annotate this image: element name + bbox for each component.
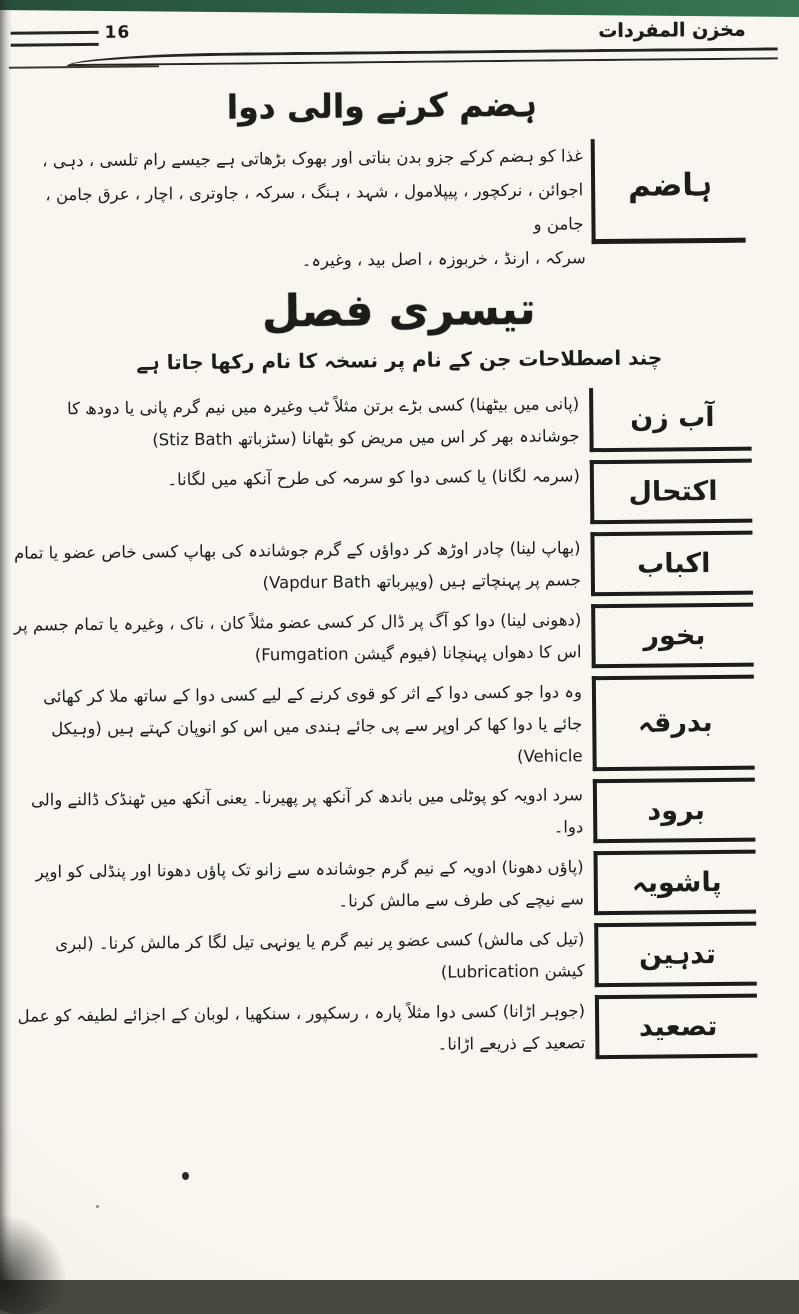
term-entry [9, 531, 753, 602]
term-label: آب زن [589, 387, 752, 453]
term-label: پاشویہ [593, 850, 756, 916]
term-label: تدہین [594, 922, 757, 988]
definition-text: سرد ادویہ کو پوٹلی میں باندھ کر آنکھ پر پھیرنا۔ یعنی آنکھ میں ٹھنڈک ڈالنے والی دوا۔ [30, 785, 584, 837]
page-header [9, 16, 780, 69]
definition-text: (دھونی لینا) دوا کو آگ پر ڈال کر کسی عضو مثلاً کان ، ناک ، وغیرہ یا تمام جسم پر اس کا دھواں پہنچانا (فیوم گیشن Fumgation) [13, 610, 582, 665]
header-rule-secondary [9, 65, 159, 68]
page-edge-shadow [0, 0, 12, 1280]
section-heading: ہضم کرنے والی دوا [226, 84, 538, 127]
term-entry [11, 675, 755, 777]
term-entry [8, 387, 752, 458]
term-label: اکباب [590, 531, 753, 597]
running-title: مخزن المفردات [598, 18, 746, 43]
definition-text-continued: سرکہ ، ارنڈ ، خربوزہ ، اصل بید ، وغیرہ۔ [301, 248, 586, 271]
chapter-subtitle: چند اصطلاحات جن کے نام پر نسخہ کا نام رکھا جاتا ہے [136, 345, 663, 375]
term-label: بخور [591, 603, 754, 669]
header-double-rule [11, 31, 99, 47]
term-label: اکتحال [590, 459, 753, 525]
chapter-heading: تیسری فصل [261, 284, 536, 338]
definition-text: (جوہر اڑانا) کسی دوا مثلاً پارہ ، رسکپور ، سنکھیا ، لوبان کے اجزائے لطیفہ کو عمل تصعید کے ذریعے اڑانا۔ [17, 1001, 586, 1054]
term-entry [10, 603, 754, 674]
definition-text: (بھاپ لینا) چادر اوڑھ کر دواؤں کے گرم جوشاندہ کی بھاپ کسی خاص عضو یا تمام جسم پر پہنچاتے ہیں (ویپرباتھ Vapdur Bath) [13, 538, 581, 593]
definition-text: (تیل کی مالش) کسی عضو پر نیم گرم یا یونہی تیل لگا کر مالش کرنا۔ (لبری کیشن Lubrication) [55, 929, 585, 982]
term-entry [9, 459, 753, 530]
term-entry [13, 922, 757, 993]
definition-text: وہ دوا جو کسی دوا کے اثر کو قوی کرنے کے لیے کسی دوا کے ساتھ ملا کر کھائی جائے یا دوا کھا کر اوپر سے پی جائے ہندی میں اس کو انوپان کہتے ہیں (وہیکل Vehicle) [42, 682, 583, 766]
definition-text: (پانی میں بیٹھنا) کسی بڑے برتن مثلاً ٹب وغیرہ میں نیم گرم پانی یا دودھ کا جوشاندہ بھر کر اس میں مریض کو بٹھانا (سٹزباتھ Stiz Bath) [66, 394, 580, 450]
term-entry [12, 778, 756, 849]
term-label: ہاضم [591, 138, 746, 245]
term-entry-hazim [8, 138, 746, 251]
page-number: 16 [104, 22, 131, 43]
term-label: برود [593, 778, 756, 844]
term-label: تصعید [595, 994, 758, 1060]
definition-text: (سرمہ لگانا) یا کسی دوا کو سرمہ کی طرح آنکھ میں لگانا۔ [167, 466, 580, 490]
scan-speck [96, 1205, 99, 1208]
definition-text: (پاؤں دھونا) ادویہ کے نیم گرم جوشاندہ سے زانو تک پاؤں دھونا اور پنڈلی کو اوپر سے نیچے کی طرف سے مالش کرنا۔ [35, 857, 585, 911]
scan-speck [182, 1172, 189, 1180]
header-rule [67, 47, 778, 66]
terminology-list [8, 387, 757, 1065]
definition-text: غذا کو ہضم کرکے جزو بدن بناتی اور بھوک بڑھاتی ہے جیسے رام تلسی ، دہی ، اجوائن ، نرکچور ، پیپلامول ، شہد ، ہنگ ، سرکہ ، جاوتری ، اچار ، عرق جامن ، جامن و [42, 146, 584, 234]
term-label: بدرقہ [592, 675, 755, 772]
term-entry [13, 850, 757, 921]
term-entry [14, 994, 758, 1065]
